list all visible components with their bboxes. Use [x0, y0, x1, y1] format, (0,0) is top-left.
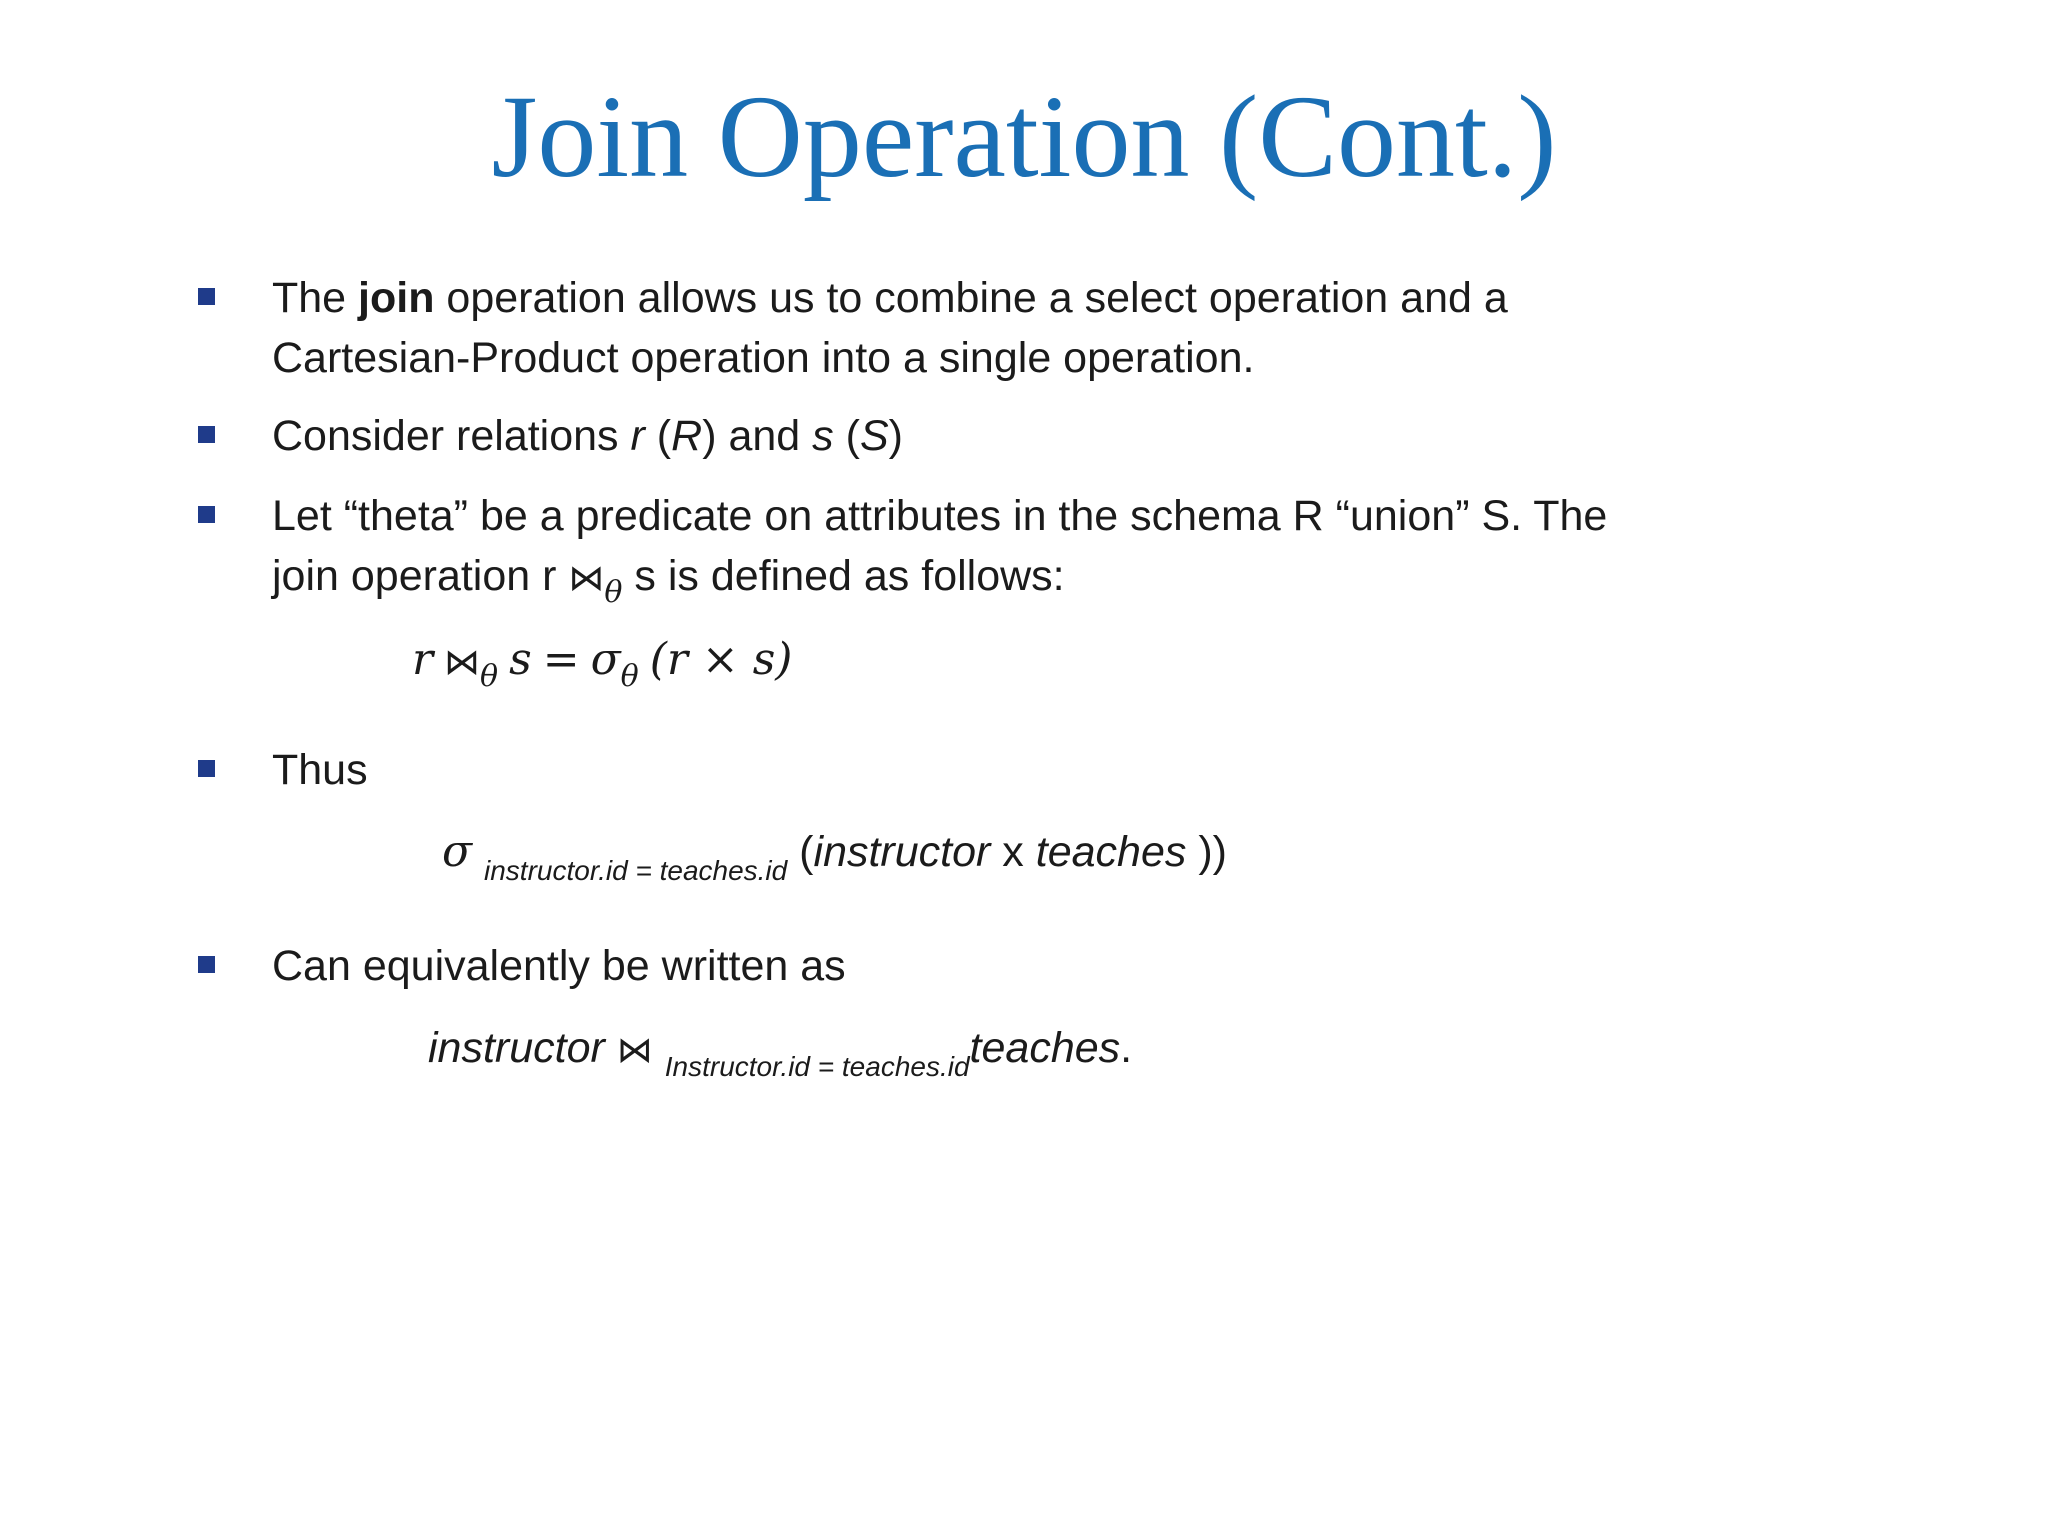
schema-S: S	[859, 412, 889, 460]
relation-instructor: instructor	[428, 1024, 605, 1072]
bullet-text-thus: Thus	[272, 746, 368, 794]
bullet-line	[272, 546, 1607, 611]
sigma-symbol: σ	[590, 634, 621, 685]
text-span: (	[644, 412, 672, 460]
formula-s: s	[509, 634, 532, 685]
bullet-marker	[198, 506, 215, 523]
selection-predicate: instructor.id = teaches.id	[484, 855, 788, 886]
times-symbol: x	[990, 828, 1036, 876]
theta-subscript: θ	[604, 575, 623, 610]
bullet-marker	[198, 288, 215, 305]
theta-subscript: θ	[480, 659, 499, 694]
join-predicate: Instructor.id = teaches.id	[664, 1051, 970, 1082]
bullet-line: Let “theta” be a predicate on attributes in the schema R “union” S. The	[272, 492, 1608, 540]
theta-subscript: θ	[620, 659, 639, 694]
sigma-symbol: σ	[442, 826, 473, 877]
join-symbol: ⋈	[444, 642, 481, 683]
text-span: (	[787, 828, 814, 876]
formula-r: r	[412, 634, 434, 685]
relation-s: s	[812, 412, 834, 460]
formula-theta-join-definition	[412, 630, 792, 695]
formula-select-cartesian	[442, 822, 1227, 887]
relation-teaches: teaches	[1035, 828, 1187, 876]
text-span: Consider relations	[272, 412, 631, 460]
join-symbol: ⋈	[616, 1030, 653, 1071]
text-span: ) and	[702, 412, 813, 460]
text-span: s is defined as follows:	[622, 552, 1065, 600]
bullet-marker	[198, 760, 215, 777]
text-span: .	[1120, 1024, 1133, 1072]
bullet-text-theta-predicate	[272, 486, 1607, 611]
formula-theta-join-example	[428, 1018, 1132, 1083]
formula-equals: =	[542, 634, 580, 685]
bold-term-join: join	[358, 274, 435, 322]
bullet-line: Cartesian-Product operation into a single operation.	[272, 334, 1255, 382]
text-span: operation allows us to combine a select operation and a	[434, 274, 1508, 322]
relation-teaches: teaches	[969, 1024, 1121, 1072]
formula-product: (r × s)	[649, 634, 793, 685]
relation-r: r	[630, 412, 645, 460]
bullet-text-equivalent: Can equivalently be written as	[272, 942, 846, 990]
text-span: The	[272, 274, 359, 322]
bullet-text-consider-relations	[272, 406, 903, 466]
text-span: (	[833, 412, 860, 460]
bullet-marker	[198, 956, 215, 973]
schema-R: R	[671, 412, 703, 460]
join-symbol: ⋈	[568, 558, 605, 599]
relation-instructor: instructor	[813, 828, 991, 876]
bullet-line	[272, 268, 1508, 328]
slide-title: Join Operation (Cont.)	[491, 71, 1557, 202]
text-span: join operation r	[272, 552, 569, 600]
text-span: )	[888, 412, 903, 460]
bullet-text-join-definition	[272, 268, 1508, 388]
text-span: ))	[1186, 828, 1227, 876]
bullet-marker	[198, 426, 215, 443]
